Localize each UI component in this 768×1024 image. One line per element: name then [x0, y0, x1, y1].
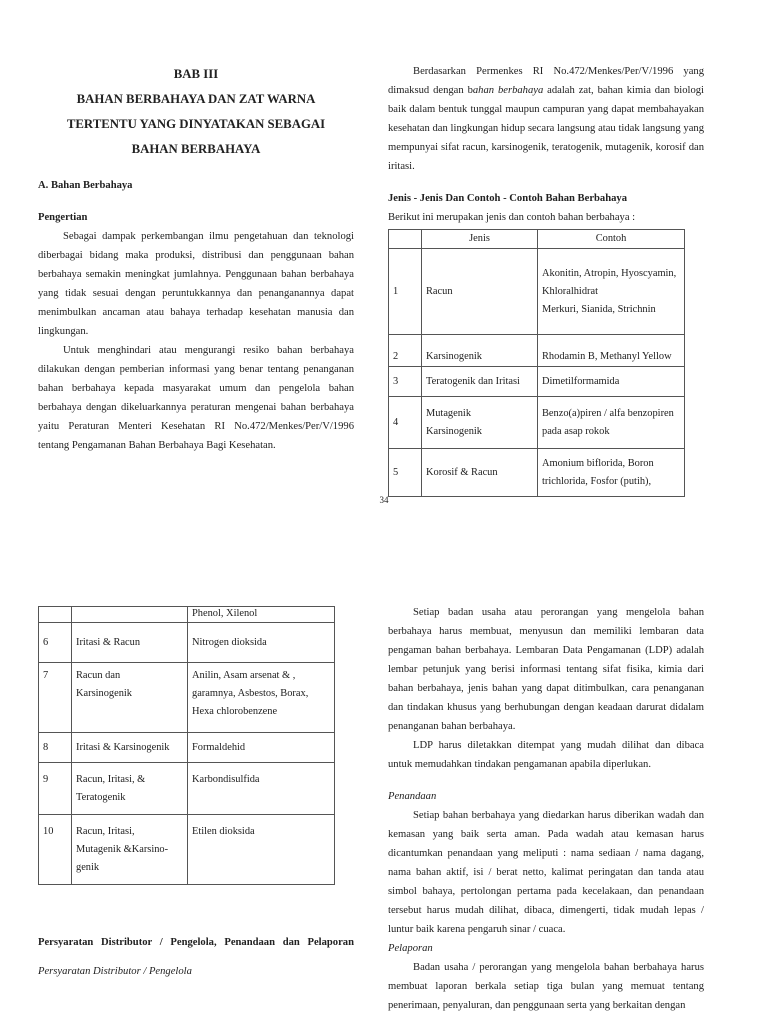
pengertian-paragraph-1: Sebagai dampak perkembangan ilmu pengetahuan dan teknologi diberbagai bidang maka produksi, distribusi dan penggunaan bahan berbahaya semakin meningkat jumlahnya. Penggunaan bahan berbahaya yang tidak sesuai dengan peruntukkannya dan penanganannya dapat menimbulkan ancaman atau bahaya terhadap kesehatan manusia dan lingkungan. [38, 231, 354, 337]
table-cell-jenis: Mutagenik Karsinogenik [422, 397, 538, 449]
right-column-page2 [388, 603, 704, 1015]
penandaan-paragraph: Setiap bahan berbahaya yang diedarkan harus diberikan wadah dan kemasan yang baik serta aman. Pada wadah atau kemasan harus dicantumkan penandaan yang meliputi : nama sediaan / nama dagang, nama bahan aktif, isi / berat netto, kalimat peringatan dan tanda atau simbol bahaya, pertolongan pertama pada kecelakaan, dan penandaan tersebut harus mudah dilihat, dibaca, dimengerti, tidak mudah lepas / luntur baik karena pengaruh sinar / cuaca. [388, 810, 704, 935]
table-cell-no: 5 [389, 449, 422, 497]
left-column-page2 [38, 606, 354, 981]
pelaporan-paragraph: Badan usaha / perorangan yang mengelola bahan berbahaya harus membuat laporan berkala setiap tiga bulan yang memuat tentang penerimaan, penyaluran, dan penggunaan serta yang berkaitan dengan [388, 962, 704, 1011]
table-cell-jenis: Iritasi & Karsinogenik [72, 733, 188, 763]
table-cell-contoh: Karbondisulfida [188, 763, 335, 815]
page-number: 34 [379, 495, 389, 505]
table-row [389, 367, 685, 397]
table-cell-jenis: Racun, Iritasi, Mutagenik &Karsino- genik [72, 815, 188, 885]
table-row [39, 815, 335, 885]
jenis-heading: Jenis - Jenis Dan Contoh - Contoh Bahan Berbahaya [388, 193, 627, 204]
table-cell-no: 7 [39, 663, 72, 733]
section-heading-bahan-berbahaya: A. Bahan Berbahaya [38, 180, 133, 191]
pengertian-paragraph-2: Untuk menghindari atau mengurangi resiko bahan berbahaya dilakukan dengan pemberian informasi yang benar tentang penanganan bahan berbahaya kepada masyarakat umum dan pengelola bahan berbahaya dengan dikeluarkannya peraturan mengenai bahan berbahaya yaitu Peraturan Menteri Kesehatan RI No.472/Menkes/Per/V/1996 tentang Pengamanan Bahan Berbahaya Bagi Kesehatan. [38, 345, 354, 451]
definition-text-a: Berdasarkan Permenkes RI No.472/Menkes/Per/V/1996 yang dimaksud dengan b [388, 66, 704, 96]
persyaratan-heading [38, 933, 354, 952]
table-row [389, 335, 685, 367]
table-cell-contoh: Anilin, Asam arsenat & , garamnya, Asbestos, Borax, Hexa chlorobenzene [188, 663, 335, 733]
table-cell-contoh: Dimetilformamida [538, 367, 685, 397]
chapter-title-line-3: BAHAN BERBAHAYA [131, 142, 261, 156]
definition-paragraph [388, 62, 704, 176]
table-row [389, 397, 685, 449]
table-cell-no: 1 [389, 249, 422, 335]
pelaporan-heading: Pelaporan [388, 943, 433, 954]
table-cell-contoh: Phenol, Xilenol [188, 607, 335, 623]
ldp-paragraph-1: Setiap badan usaha atau perorangan yang mengelola bahan berbahaya harus membuat, menyusun dan memiliki lembaran data pengaman bahan berbahaya. Lembaran Data Pengamanan (LDP) adalah lembar petunjuk yang berisi informasi tentang sifat fisika, kimia dari bahan berbahaya, jenis bahan yang dapat ditimbulkan, cara penanganan dan tindakan khusus yang berhubungan dengan keadaan darurat didalam penanganan bahan berbahaya. [388, 607, 704, 732]
table-cell-no: 6 [39, 623, 72, 663]
table-cell-contoh: Etilen dioksida [188, 815, 335, 885]
table-cell-jenis: Iritasi & Racun [72, 623, 188, 663]
table-row [389, 449, 685, 497]
table-cell-jenis: Racun dan Karsinogenik [72, 663, 188, 733]
table-row [39, 623, 335, 663]
table-cell-no: 4 [389, 397, 422, 449]
definition-text-b: adalah zat, bahan kimia dan biologi baik dalam bentuk tunggal maupun campuran yang dapat membahayakan kesehatan dan lingkungan hidup secara langsung atau tidak langsung yang mempunyai sifat racun, karsinogenik, teratogenik, mutagenik, korosif dan iritasi. [388, 85, 704, 172]
hazard-table-part-1 [388, 229, 685, 497]
chapter-title-line-1: BAHAN BERBAHAYA DAN ZAT WARNA [76, 92, 316, 106]
right-column-page1 [388, 62, 704, 497]
table-cell-no [39, 607, 72, 623]
persyaratan-subheading: Persyaratan Distributor / Pengelola [38, 966, 192, 977]
table-cell-jenis [72, 607, 188, 623]
left-column-page1 [38, 62, 354, 455]
jenis-intro: Berikut ini merupakan jenis dan contoh bahan berbahaya : [388, 212, 636, 223]
table-header-row [389, 230, 685, 249]
chapter-title-line-2: TERTENTU YANG DINYATAKAN SEBAGAI [66, 117, 326, 131]
table-cell-jenis: Teratogenik dan Iritasi [422, 367, 538, 397]
table-header-no [389, 230, 422, 249]
table-cell-contoh: Rhodamin B, Methanyl Yellow [538, 335, 685, 367]
table-header-contoh: Contoh [538, 230, 685, 249]
table-cell-jenis: Racun, Iritasi, & Teratogenik [72, 763, 188, 815]
table-cell-jenis: Racun [422, 249, 538, 335]
table-cell-no: 8 [39, 733, 72, 763]
table-cell-no: 3 [389, 367, 422, 397]
chapter-label: BAB III [173, 67, 219, 81]
table-row [39, 763, 335, 815]
table-cell-no: 9 [39, 763, 72, 815]
persyaratan-heading-text: Persyaratan Distributor / Pengelola, Penandaan dan Pelaporan [38, 937, 354, 948]
pengertian-heading: Pengertian [38, 212, 88, 223]
table-cell-contoh: Amonium biflorida, Boron trichlorida, Fosfor (putih), [538, 449, 685, 497]
table-row [39, 663, 335, 733]
table-row [389, 249, 685, 335]
table-cell-contoh: Akonitin, Atropin, Hyoscyamin, Khloralhidrat Merkuri, Sianida, Strichnin [538, 249, 685, 335]
penandaan-heading: Penandaan [388, 791, 437, 802]
table-cell-contoh: Nitrogen dioksida [188, 623, 335, 663]
table-row [39, 733, 335, 763]
table-cell-contoh: Formaldehid [188, 733, 335, 763]
table-row [39, 607, 335, 623]
table-cell-jenis: Karsinogenik [422, 335, 538, 367]
table-cell-no: 2 [389, 335, 422, 367]
definition-emphasis: ahan berbahaya [472, 85, 544, 96]
table-cell-jenis: Korosif & Racun [422, 449, 538, 497]
hazard-table-part-2 [38, 606, 335, 885]
table-cell-no: 10 [39, 815, 72, 885]
table-cell-contoh: Benzo(a)piren / alfa benzopiren pada asap rokok [538, 397, 685, 449]
ldp-paragraph-2: LDP harus diletakkan ditempat yang mudah dilihat dan dibaca untuk memudahkan tindakan pengamanan apabila diperlukan. [388, 740, 704, 770]
table-header-jenis: Jenis [422, 230, 538, 249]
